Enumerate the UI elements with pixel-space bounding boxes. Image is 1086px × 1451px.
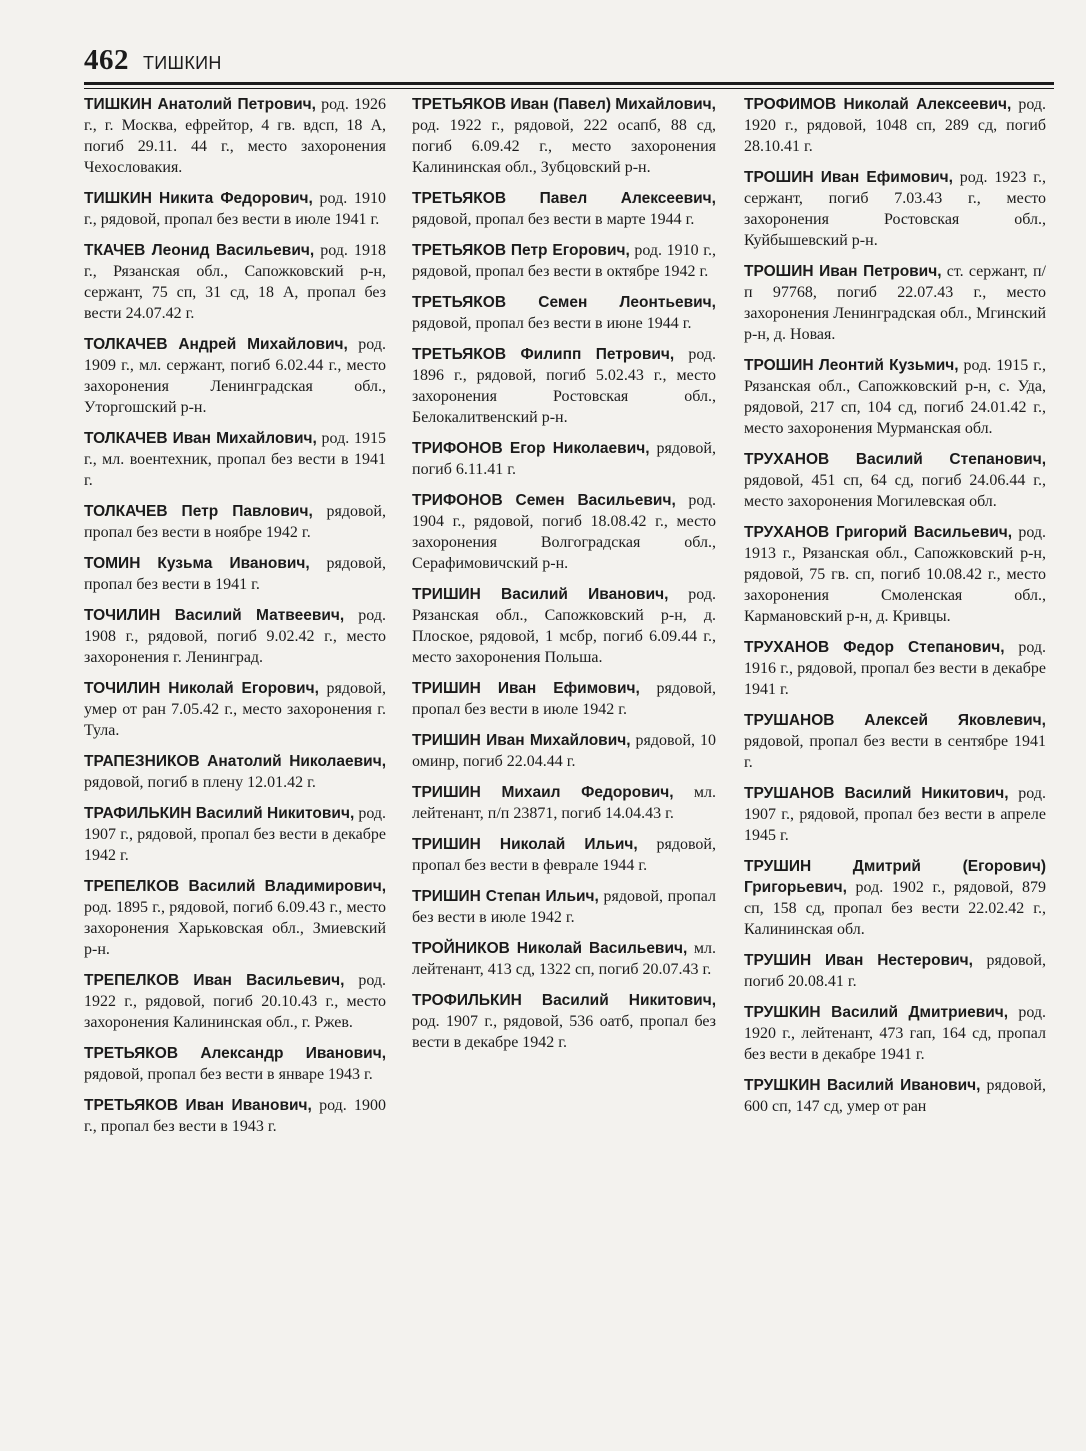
entry-name: ТРИФОНОВ Семен Васильевич, bbox=[412, 492, 676, 509]
entry-text: род. 1920 г., лейтенант, 473 гап, 164 сд, пропал без вести в декабре 1941 г. bbox=[744, 1004, 1046, 1063]
entry-name: ТОЧИЛИН Василий Матвеевич, bbox=[84, 607, 345, 624]
entry-text: род. 1916 г., рядовой, пропал без вести в декабре 1941 г. bbox=[744, 639, 1046, 698]
entry bbox=[84, 751, 386, 793]
entry-text: род. 1896 г., рядовой, погиб 5.02.43 г., место захоронения Ростовская обл., Белокалитвенский р-н. bbox=[412, 346, 716, 426]
entry bbox=[744, 1075, 1046, 1117]
entry bbox=[412, 94, 716, 178]
entry bbox=[412, 344, 716, 428]
entry-name: ТИШКИН Анатолий Петрович, bbox=[84, 96, 316, 113]
entry bbox=[84, 501, 386, 543]
entry-name: ТРЕПЕЛКОВ Василий Владимирович, bbox=[84, 878, 386, 895]
header-rule-thick bbox=[84, 82, 1054, 85]
entry bbox=[84, 605, 386, 668]
entry-text: рядовой, пропал без вести в июле 1942 г. bbox=[412, 680, 716, 718]
entry bbox=[744, 1002, 1046, 1065]
entry-text: род. 1895 г., рядовой, погиб 6.09.43 г., место захоронения Харьковская обл., Змиевский р-н. bbox=[84, 899, 386, 958]
entry-text: род. 1907 г., рядовой, 536 оатб, пропал без вести в декабре 1942 г. bbox=[412, 1013, 716, 1051]
entry-name: ТРОФИМОВ Николай Алексеевич, bbox=[744, 96, 1012, 113]
entry-name: ТРЕТЬЯКОВ Петр Егорович, bbox=[412, 242, 630, 259]
entry-name: ТРУШАНОВ Алексей Яковлевич, bbox=[744, 712, 1046, 729]
entry-name: ТРУХАНОВ Федор Степанович, bbox=[744, 639, 1005, 656]
entry-text: рядовой, пропал без вести в 1941 г. bbox=[84, 555, 386, 593]
entry-text: род. 1904 г., рядовой, погиб 18.08.42 г., место захоронения Волгоградская обл., Серафимовичский р-н. bbox=[412, 492, 716, 572]
entry-name: ТРОФИЛЬКИН Василий Никитович, bbox=[412, 992, 716, 1009]
entry-text: род. 1900 г., пропал без вести в 1943 г. bbox=[84, 1097, 386, 1135]
entry-name: ТРОШИН Иван Петрович, bbox=[744, 263, 942, 280]
entry-name: ТОЛКАЧЕВ Иван Михайлович, bbox=[84, 430, 317, 447]
entry-name: ТРИШИН Николай Ильич, bbox=[412, 836, 638, 853]
entry bbox=[84, 553, 386, 595]
entry-name: ТРЕТЬЯКОВ Филипп Петрович, bbox=[412, 346, 675, 363]
entry-name: ТКАЧЕВ Леонид Васильевич, bbox=[84, 242, 315, 259]
entry-text: рядовой, 10 оминр, погиб 22.04.44 г. bbox=[412, 732, 716, 770]
entry-text: род. 1902 г., рядовой, 879 сп, 158 сд, пропал без вести 22.02.42 г., Калининская обл. bbox=[744, 879, 1046, 938]
entry-text: род. 1913 г., Рязанская обл., Сапожковский р-н, рядовой, 75 гв. сп, погиб 10.08.42 г., место захоронения Смоленская обл., Кармановский р-н, д. Кривцы. bbox=[744, 524, 1046, 625]
entry-text: род. 1922 г., рядовой, 222 осапб, 88 сд, погиб 6.09.42 г., место захоронения Калининская обл., Зубцовский р-н. bbox=[412, 117, 716, 176]
entry bbox=[412, 834, 716, 876]
entry bbox=[412, 678, 716, 720]
entry bbox=[744, 522, 1046, 627]
entry bbox=[84, 240, 386, 324]
entry-text: рядовой, пропал без вести в марте 1944 г. bbox=[412, 211, 695, 228]
entry-name: ТРУШКИН Василий Дмитриевич, bbox=[744, 1004, 1009, 1021]
entry bbox=[412, 292, 716, 334]
entry-text: род. 1918 г., Рязанская обл., Сапожковский р-н, сержант, 75 сп, 31 сд, 18 А, пропал без вести 24.07.42 г. bbox=[84, 242, 386, 322]
entry-name: ТРУШАНОВ Василий Никитович, bbox=[744, 785, 1009, 802]
entry-name: ТРЕТЬЯКОВ Павел Алексеевич, bbox=[412, 190, 716, 207]
entry-name: ТРЕТЬЯКОВ Иван Иванович, bbox=[84, 1097, 312, 1114]
entry bbox=[744, 950, 1046, 992]
entry-text: рядовой, пропал без вести в ноябре 1942 г. bbox=[84, 503, 386, 541]
entry-name: ТРИШИН Михаил Федорович, bbox=[412, 784, 674, 801]
entry-name: ТРИШИН Степан Ильич, bbox=[412, 888, 599, 905]
entry-text: род. 1908 г., рядовой, погиб 9.02.42 г., место захоронения г. Ленинград. bbox=[84, 607, 386, 666]
entry-text: род. 1907 г., рядовой, пропал без вести в декабре 1942 г. bbox=[84, 805, 387, 864]
entry bbox=[412, 782, 716, 824]
entry bbox=[84, 678, 386, 741]
entry bbox=[412, 490, 716, 574]
entry-text: род. 1915 г., мл. воентехник, пропал без вести в 1941 г. bbox=[84, 430, 386, 489]
entry-name: ТРУШИН Иван Нестерович, bbox=[744, 952, 973, 969]
entry-text: рядовой, пропал без вести в феврале 1944 г. bbox=[412, 836, 716, 874]
entry-text: род. 1920 г., рядовой, 1048 сп, 289 сд, погиб 28.10.41 г. bbox=[744, 96, 1046, 155]
entry bbox=[84, 803, 386, 866]
entry-text: рядовой, 451 сп, 64 сд, погиб 24.06.44 г., место захоронения Могилевская обл. bbox=[744, 472, 1046, 510]
entry bbox=[84, 188, 386, 230]
entry-name: ТОЛКАЧЕВ Андрей Михайлович, bbox=[84, 336, 348, 353]
entry-text: рядовой, пропал без вести в январе 1943 г. bbox=[84, 1066, 373, 1083]
entry bbox=[84, 428, 386, 491]
page-header bbox=[84, 44, 1054, 80]
entry bbox=[744, 167, 1046, 251]
entry bbox=[744, 856, 1046, 940]
entry bbox=[744, 94, 1046, 157]
entry bbox=[412, 240, 716, 282]
entry-text: рядовой, погиб 6.11.41 г. bbox=[412, 440, 716, 478]
entry bbox=[744, 355, 1046, 439]
entry bbox=[412, 990, 716, 1053]
entry-name: ТРАФИЛЬКИН Василий Никитович, bbox=[84, 805, 355, 822]
entry-name: ТРУШКИН Василий Иванович, bbox=[744, 1077, 981, 1094]
entry bbox=[84, 1043, 386, 1085]
entry-name: ТРОШИН Иван Ефимович, bbox=[744, 169, 953, 186]
entry-name: ТРЕТЬЯКОВ Семен Леонтьевич, bbox=[412, 294, 716, 311]
entry-text: мл. лейтенант, п/п 23871, погиб 14.04.43 г. bbox=[412, 784, 717, 822]
entry-text: род. 1926 г., г. Москва, ефрейтор, 4 гв. вдсп, 18 А, погиб 29.11. 44 г., место захоронения Чехословакия. bbox=[84, 96, 386, 176]
entry-text: род. 1910 г., рядовой, пропал без вести в октябре 1942 г. bbox=[412, 242, 716, 280]
header-rule-thin bbox=[84, 88, 1054, 89]
entry-text: рядовой, погиб в плену 12.01.42 г. bbox=[84, 774, 316, 791]
entry bbox=[412, 938, 716, 980]
entry-name: ТИШКИН Никита Федорович, bbox=[84, 190, 313, 207]
entry bbox=[412, 730, 716, 772]
entry-name: ТОЧИЛИН Николай Егорович, bbox=[84, 680, 319, 697]
entry bbox=[744, 449, 1046, 512]
entry-text: рядовой, пропал без вести в июне 1944 г. bbox=[412, 315, 692, 332]
entry bbox=[744, 637, 1046, 700]
entry-text: рядовой, пропал без вести в сентябре 1941 г. bbox=[744, 733, 1046, 771]
entry-name: ТРЕПЕЛКОВ Иван Васильевич, bbox=[84, 972, 345, 989]
entry bbox=[84, 970, 386, 1033]
entry-text: род. 1910 г., рядовой, пропал без вести в июле 1941 г. bbox=[84, 190, 386, 228]
entry-text: ст. сержант, п/п 97768, погиб 22.07.43 г., место захоронения Ленинградская обл., Мгинский р-н, д. Новая. bbox=[744, 263, 1047, 343]
entry-text: род. 1907 г., рядовой, пропал без вести в апреле 1945 г. bbox=[744, 785, 1046, 844]
entry-name: ТРЕТЬЯКОВ Александр Иванович, bbox=[84, 1045, 386, 1062]
entry bbox=[744, 261, 1046, 345]
entry-text: мл. лейтенант, 413 сд, 1322 сп, погиб 20.07.43 г. bbox=[412, 940, 716, 978]
entry-name: ТРИШИН Иван Ефимович, bbox=[412, 680, 640, 697]
entry-text: род. Рязанская обл., Сапожковский р-н, д. Плоское, рядовой, 1 мсбр, погиб 6.09.44 г., место захоронения Польша. bbox=[412, 586, 716, 666]
entry-text: род. 1922 г., рядовой, погиб 20.10.43 г., место захоронения Калининская обл., г. Ржев. bbox=[84, 972, 386, 1031]
entry bbox=[744, 783, 1046, 846]
entry-name: ТРИФОНОВ Егор Николаевич, bbox=[412, 440, 650, 457]
entry-name: ТРИШИН Иван Михайлович, bbox=[412, 732, 631, 749]
entry bbox=[744, 710, 1046, 773]
text-column-1 bbox=[84, 94, 386, 1147]
entry bbox=[412, 188, 716, 230]
running-head: ТИШКИН bbox=[143, 53, 222, 73]
entry-text: рядовой, погиб 20.08.41 г. bbox=[744, 952, 1046, 990]
entry bbox=[84, 876, 386, 960]
entry-name: ТРИШИН Василий Иванович, bbox=[412, 586, 669, 603]
entry-text: род. 1923 г., сержант, погиб 7.03.43 г., место захоронения Ростовская обл., Куйбышевский р-н. bbox=[744, 169, 1047, 249]
entry bbox=[412, 584, 716, 668]
entry bbox=[412, 438, 716, 480]
page-number: 462 bbox=[84, 44, 129, 76]
entry-text: род. 1909 г., мл. сержант, погиб 6.02.44 г., место захоронения Ленинградская обл., Уторгошский р-н. bbox=[84, 336, 386, 416]
text-column-2 bbox=[412, 94, 716, 1063]
entry-text: род. 1915 г., Рязанская обл., Сапожковский р-н, с. Уда, рядовой, 217 сп, 104 сд, погиб 24.01.42 г., место захоронения Мурманская обл. bbox=[744, 357, 1046, 437]
entry bbox=[84, 334, 386, 418]
entry-text: рядовой, пропал без вести в июле 1942 г. bbox=[412, 888, 716, 926]
entry-name: ТОЛКАЧЕВ Петр Павлович, bbox=[84, 503, 313, 520]
entry-name: ТРОШИН Леонтий Кузьмич, bbox=[744, 357, 959, 374]
entry-name: ТРЕТЬЯКОВ Иван (Павел) Михайлович, bbox=[412, 96, 716, 113]
entry-name: ТОМИН Кузьма Иванович, bbox=[84, 555, 310, 572]
entry-name: ТРУХАНОВ Григорий Васильевич, bbox=[744, 524, 1013, 541]
entry bbox=[84, 1095, 386, 1137]
entry-name: ТРУШИН Дмитрий (Егорович) Григорьевич, bbox=[744, 858, 1046, 896]
entry-text: рядовой, умер от ран 7.05.42 г., место захоронения г. Тула. bbox=[84, 680, 386, 739]
entry-name: ТРОЙНИКОВ Николай Васильевич, bbox=[412, 940, 688, 957]
entry bbox=[412, 886, 716, 928]
entry-text: рядовой, 600 сп, 147 сд, умер от ран bbox=[744, 1077, 1046, 1115]
entry-name: ТРАПЕЗНИКОВ Анатолий Николаевич, bbox=[84, 753, 386, 770]
entry-name: ТРУХАНОВ Василий Степанович, bbox=[744, 451, 1046, 468]
text-column-3 bbox=[744, 94, 1046, 1127]
entry bbox=[84, 94, 386, 178]
